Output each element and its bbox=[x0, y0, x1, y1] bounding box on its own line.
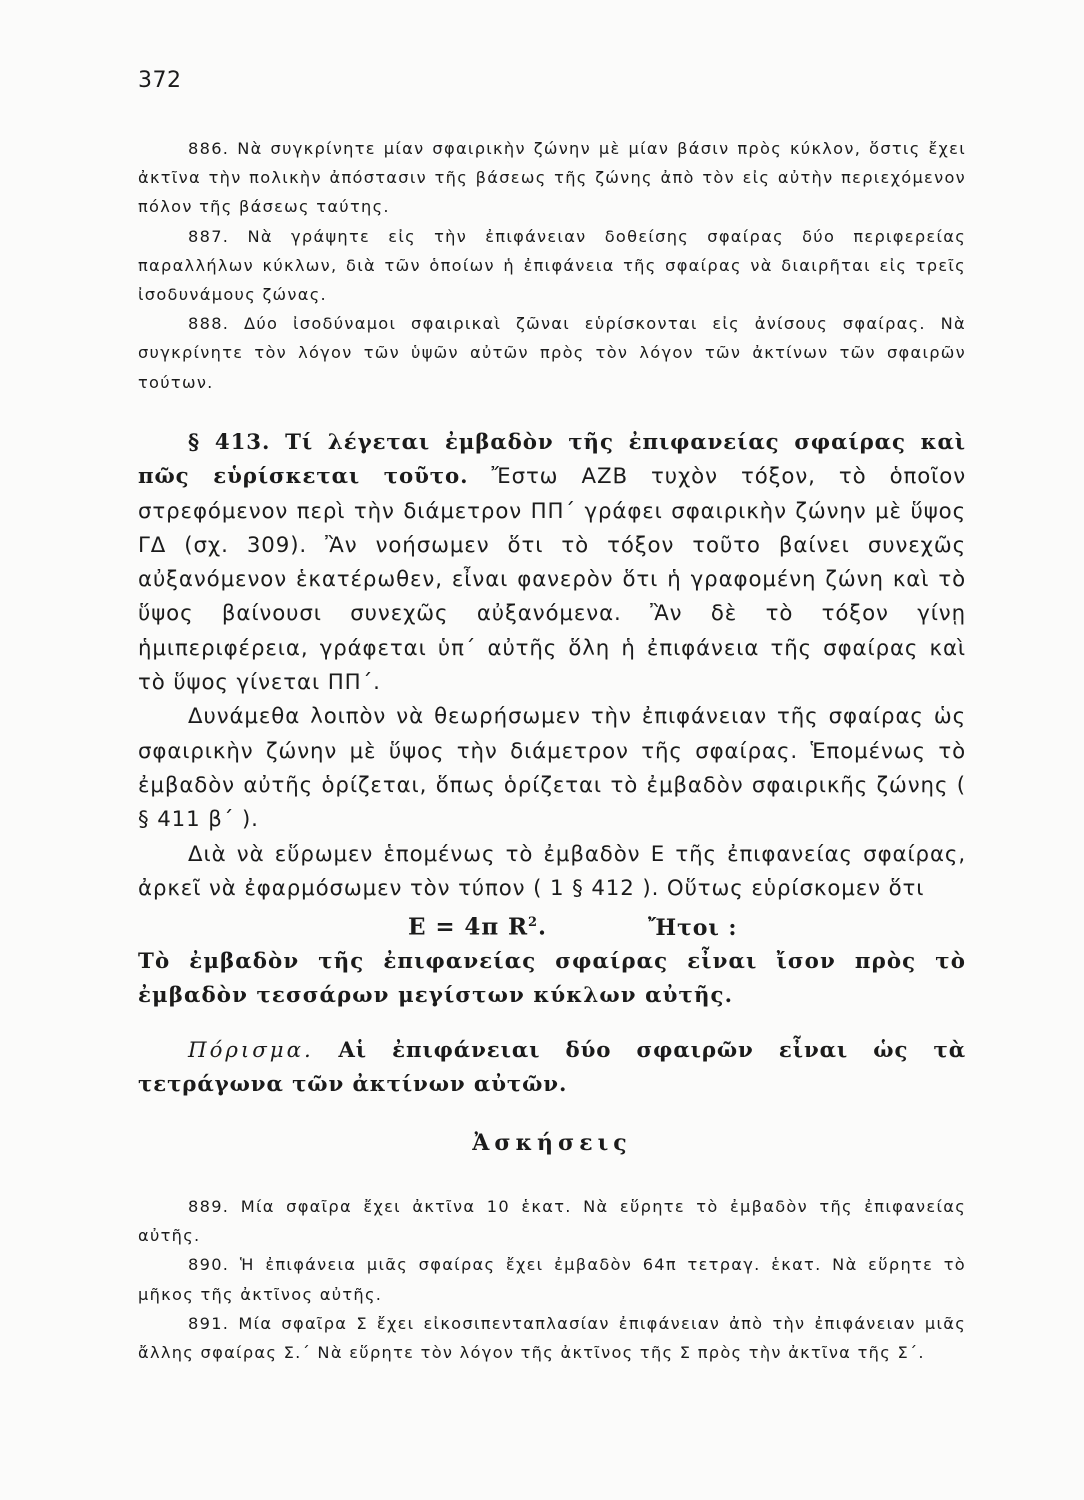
section-413 bbox=[138, 426, 966, 1102]
section-paragraph-2: Δυνάμεθα λοιπὸν νὰ θεωρήσωμεν τὴν ἐπιφάνειαν τῆς σφαίρας ὡς σφαιρικὴν ζώνην μὲ ὕψος τὴν διάμετρον τῆς σφαίρας. Ἑπομένως τὸ ἐμβαδὸν αὐτῆς ὁρίζεται, ὅπως ὁρίζεται τὸ ἐμβαδὸν σφαιρικῆς ζώνης ( § 411 β΄ ). bbox=[138, 704, 966, 833]
etoi-label: Ἤτοι : bbox=[648, 914, 738, 941]
exercise-889: 889. Μία σφαῖρα ἔχει ἀκτῖνα 10 ἑκατ. Νὰ εὕρητε τὸ ἐμβαδὸν τῆς ἐπιφανείας αὐτῆς. bbox=[138, 1197, 967, 1246]
exercises-heading: Ἀσκήσεις bbox=[472, 1130, 632, 1156]
porisma-text: Αἱ ἐπιφάνειαι δύο σφαιρῶν εἶναι ὡς τὰ τετράγωνα τῶν ἀκτίνων αὐτῶν. bbox=[138, 1037, 967, 1097]
exercises-bottom bbox=[138, 1192, 966, 1367]
exercise-886: 886. Νὰ συγκρίνητε μίαν σφαιρικὴν ζώνην μὲ μίαν βάσιν πρὸς κύκλον, ὅστις ἔχει ἀκτῖνα τὴν πολικὴν ἀπόστασιν τῆς βάσεως τῆς ζώνης ἀπὸ τὸν εἰς αὐτὴν περιεχόμενον πόλον τῆς βάσεως ταύτης. bbox=[138, 139, 966, 217]
exercise-891: 891. Μία σφαῖρα Σ ἔχει εἰκοσιπενταπλασίαν ἐπιφάνειαν ἀπὸ τὴν ἐπιφάνειαν μιᾶς ἄλλης σφαίρας Σ.΄ Νὰ εὕρητε τὸν λόγον τῆς ἀκτῖνος τῆς Σ πρὸς τὴν ἀκτῖνα τῆς Σ΄. bbox=[138, 1313, 966, 1363]
formula-line bbox=[138, 906, 966, 945]
porisma-label: Πόρισμα. bbox=[188, 1037, 314, 1063]
exercises-top bbox=[138, 134, 966, 397]
theorem-statement: Τὸ ἐμβαδὸν τῆς ἐπιφανείας σφαίρας εἶναι ἴσον πρὸς τὸ ἐμβαδὸν τεσσάρων μεγίστων κύκλων αὐτῆς. bbox=[138, 949, 966, 1009]
exercise-888: 888. Δύο ἰσοδύναμοι σφαιρικαὶ ζῶναι εὑρίσκονται εἰς ἀνίσους σφαίρας. Νὰ συγκρίνητε τὸν λόγον τῶν ὑψῶν αὐτῶν πρὸς τὸν λόγον τῶν ἀκτίνων τῶν σφαιρῶν τούτων. bbox=[138, 314, 966, 392]
exercise-890: 890. Ἡ ἐπιφάνεια μιᾶς σφαίρας ἔχει ἐμβαδὸν 64π τετραγ. ἑκατ. Νὰ εὕρητε τὸ μῆκος τῆς ἀκτῖνος αὐτῆς. bbox=[138, 1255, 966, 1304]
porisma bbox=[138, 1034, 966, 1103]
section-paragraph-3: Διὰ νὰ εὕρωμεν ἑπομένως τὸ ἐμβαδὸν Ε τῆς ἐπιφανείας σφαίρας, ἀρκεῖ νὰ ἐφαρμόσωμεν τὸν τύπον ( 1 § 412 ). Οὕτως εὑρίσκομεν ὅτι bbox=[138, 841, 966, 901]
sphere-area-formula: Ε = 4π $R^2$. bbox=[408, 913, 547, 941]
section-heading: § 413. Τί λέγεται ἐμβαδὸν τῆς ἐπιφανείας σφαίρας καὶ πῶς εὑρίσκεται τοῦτο. bbox=[138, 430, 966, 490]
section-paragraph-1: § 413. Τί λέγεται ἐμβαδὸν τῆς ἐπιφανείας σφαίρας καὶ πῶς εὑρίσκεται τοῦτο. Ἔστω ΑΖΒ τυχὸν τόξον, τὸ ὁποῖον στρεφόμενον περὶ τὴν διάμετρον ΠΠ΄ γράφει σφαιρικὴν ζώνην μὲ ὕψος ΓΔ (σχ. 309). Ἂν νοήσωμεν ὅτι τὸ τόξον τοῦτο βαίνει συνεχῶς αὐξανόμενον ἑκατέρωθεν, εἶναι φανερὸν ὅτι ἡ γραφομένη ζώνη καὶ τὸ ὕψος βαίνουσι συνεχῶς αὐξανόμενα. Ἂν δὲ τὸ τόξον γίνῃ ἡμιπεριφέρεια, γράφεται ὑπ΄ αὐτῆς ὅλη ἡ ἐπιφάνεια τῆς σφαίρας καὶ τὸ ὕψος γίνεται ΠΠ΄. bbox=[138, 430, 966, 696]
exercise-887: 887. Νὰ γράψητε εἰς τὴν ἐπιφάνειαν δοθείσης σφαίρας δύο περιφερείας παραλλήλων κύκλων, διὰ τῶν ὁποίων ἡ ἐπιφάνεια τῆς σφαίρας νὰ διαιρῆται εἰς τρεῖς ἰσοδυνάμους ζώνας. bbox=[138, 226, 966, 305]
page-number: 372 bbox=[138, 68, 182, 93]
